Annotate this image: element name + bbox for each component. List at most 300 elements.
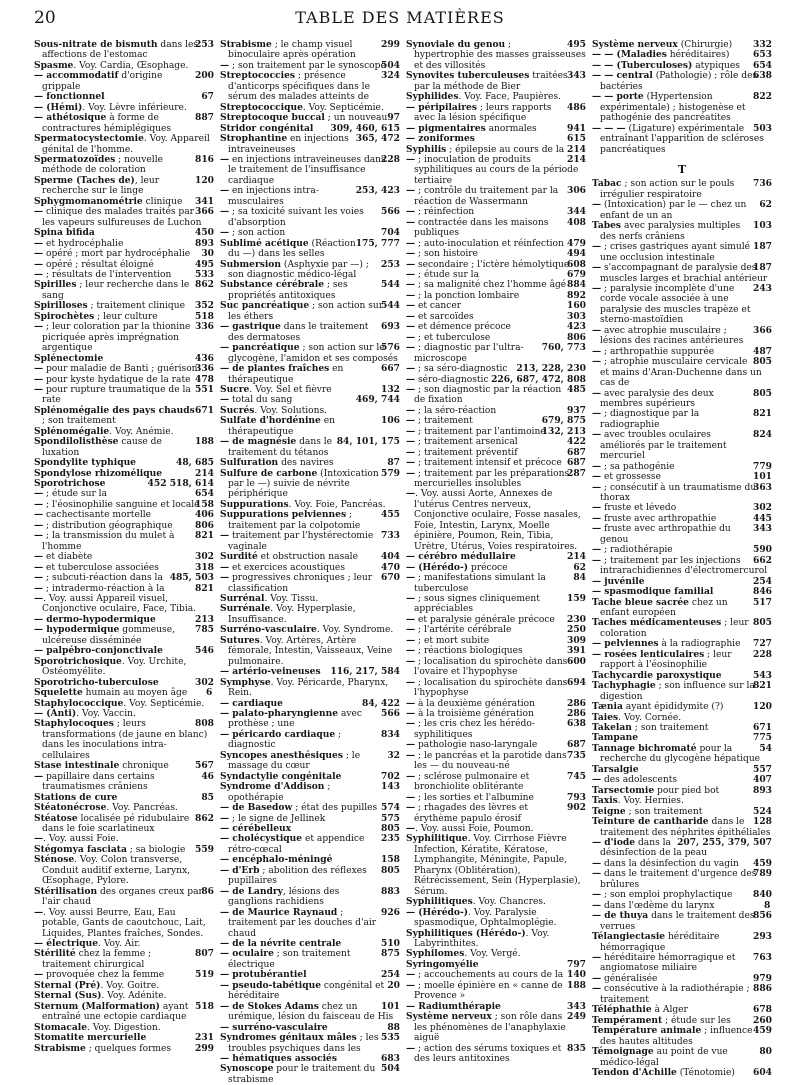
entry-heading: Strabisme: [220, 39, 272, 50]
index-entry: [592, 598, 772, 619]
entry-heading: Suppurations: [220, 498, 289, 510]
entry-text: (Réaction du —) dans les selles: [228, 238, 356, 260]
entry-text: et paralysie générale précoce: [415, 614, 555, 625]
entry-text: pour maladie de Banti ; guérison: [43, 364, 198, 375]
entry-page-ref: 207, 255, 379, 507: [677, 836, 772, 848]
index-entry: [406, 489, 586, 552]
entry-heading: Sporotricho-tuberculose: [34, 676, 159, 688]
entry-text: séro-diagnostic: [415, 374, 489, 385]
entry-heading: Teigne: [592, 805, 626, 817]
entry-text: ; le champ visuel binoculaire après opération: [228, 40, 356, 61]
index-entry: [406, 657, 586, 678]
entry-heading: Submersion: [220, 258, 281, 270]
entry-heading: Substance cérébrale: [220, 279, 325, 291]
index-entry: [220, 531, 400, 552]
index-entry: [406, 343, 586, 364]
entry-text: ; sa toxicité suivant les voies d'absorption: [228, 207, 364, 228]
entry-heading: —: [34, 530, 44, 542]
entry-page-ref: 213, 228, 230: [516, 363, 586, 375]
entry-page-ref: 821: [195, 582, 214, 594]
entry-heading: Streptocoque buccal: [220, 112, 325, 124]
entry-page-ref: 97: [387, 112, 400, 124]
index-entry: [592, 765, 772, 775]
entry-text: ; présence d'anticorps spécifiques dans le sérum des malades atteints de: [228, 71, 370, 103]
index-entry: [34, 406, 214, 427]
index-entry: [220, 469, 400, 500]
index-entry: [406, 291, 586, 301]
entry-heading: Taches médicamenteuses: [592, 617, 722, 629]
entry-text: . Voy. aussi Beurre, Eau, Eau potable, Gants de caoutchouc, Lait, Liquides, Plantes fraîches, Sondes.: [42, 907, 206, 939]
entry-heading: —: [34, 248, 44, 260]
entry-text: dans le traitement des verrues: [600, 911, 755, 932]
entry-heading: —: [406, 718, 416, 730]
entry-heading: — palato-pharyngienne: [220, 708, 339, 719]
entry-heading: —: [220, 227, 230, 239]
entry-page-ref: 574: [381, 802, 400, 814]
index-entry: [406, 1044, 586, 1065]
entry-page-ref: 807: [195, 948, 214, 960]
index-entry: [592, 284, 772, 326]
index-entry: [220, 301, 400, 322]
entry-heading: —: [406, 300, 416, 312]
entry-heading: Spina bifida: [34, 227, 95, 239]
entry-heading: — (Hémi): [34, 101, 83, 113]
entry-page-ref: 213: [195, 613, 214, 625]
entry-text: provoquée chez la femme: [43, 970, 165, 981]
entry-page-ref: 101: [381, 1000, 400, 1012]
entry-heading: —: [34, 488, 44, 500]
entry-page-ref: 407: [753, 774, 772, 786]
entry-text: avec prothèse ; une: [228, 709, 362, 730]
entry-page-ref: 67: [201, 91, 214, 103]
entry-page-ref: 309, 460, 615: [330, 122, 400, 134]
index-entry: [592, 514, 772, 524]
entry-text: ; moelle épinière en « canne de Provence »: [414, 980, 563, 1002]
index-entry: [34, 855, 214, 886]
entry-text: ; épilepsie au cours de la: [446, 144, 565, 155]
entry-text: ; hypertrophie des masses graisseuses et des villosités: [414, 40, 586, 71]
entry-heading: Surrénal: [220, 593, 265, 605]
index-entry: [34, 375, 214, 385]
entry-heading: Stégomya fasciata: [34, 843, 127, 855]
entry-text: . Voy. aussi Foie, Poumon.: [415, 823, 534, 834]
entry-page-ref: 230: [567, 613, 586, 625]
index-entry: [406, 981, 586, 1002]
entry-page-ref: 250: [567, 624, 586, 636]
index-entry: [406, 469, 586, 490]
entry-heading: Strophantine: [220, 133, 288, 145]
index-entry: [406, 364, 586, 374]
entry-page-ref: 576: [381, 342, 400, 354]
entry-text: . Voy. Face, Paupières.: [458, 92, 561, 103]
entry-text: en thérapeutique: [228, 364, 344, 385]
entry-text: . Voy. Foie, Pancréas.: [288, 499, 386, 510]
entry-page-ref: 822: [753, 91, 772, 103]
entry-page-ref: 518: [195, 1000, 214, 1012]
entry-heading: Splénomégalie: [34, 425, 110, 437]
index-entry: [406, 803, 586, 824]
index-entry: [406, 646, 586, 656]
index-entry: [34, 113, 214, 134]
entry-text: (Hypertension expérimentale) ; histogenèse et pathogénie des pancréatites: [600, 92, 746, 124]
index-entry: [592, 618, 772, 639]
entry-heading: Syphilis: [406, 143, 447, 155]
entry-heading: Stase intestinale: [34, 760, 120, 772]
index-entry: [406, 322, 586, 332]
entry-heading: —: [406, 770, 416, 782]
entry-text: chronique: [119, 761, 169, 772]
entry-page-ref: 450: [195, 227, 214, 239]
entry-text: ; le massage du cœur: [228, 750, 361, 772]
index-entry: [220, 207, 400, 228]
entry-text: cachectisante mortelle: [43, 510, 152, 521]
entry-page-ref: 324: [381, 70, 400, 82]
entry-text: localisée pé ridubulaire dans le foie scarlatineux: [42, 813, 190, 834]
entry-text: ; les cris chez les hérédo-syphilitiques: [414, 719, 535, 740]
entry-text: . Voy. Septicémie.: [302, 102, 384, 113]
entry-heading: —: [406, 331, 416, 343]
index-entry: [406, 385, 586, 406]
entry-text: généralisée: [601, 973, 658, 984]
entry-heading: Stomatite mercurielle: [34, 1032, 147, 1044]
entry-heading: —: [592, 262, 602, 274]
entry-text: (Ligature) expérimentale entraînant l'apparition de scléroses pancréatiques: [600, 123, 764, 155]
entry-heading: Tarsectomie: [592, 784, 655, 796]
entry-page-ref: 366: [753, 324, 772, 336]
entry-page-ref: 470: [381, 561, 400, 573]
entry-heading: — pseudo-tabétique: [220, 979, 321, 991]
index-entry: [406, 437, 586, 447]
index-entry: [592, 472, 772, 482]
entry-heading: Stérilisation: [34, 885, 98, 897]
entry-text: dans la désinfection du vagin: [601, 858, 739, 869]
entry-page-ref: 654: [195, 488, 214, 500]
index-entry: [34, 500, 214, 510]
index-entry: [592, 179, 772, 200]
entry-text: ; diagnostic par l'ultra-microscope: [414, 343, 524, 364]
entry-page-ref: 862: [195, 812, 214, 824]
entry-page-ref: 579: [381, 467, 400, 479]
entry-text: total du sang: [229, 395, 293, 406]
entry-heading: —: [406, 739, 416, 751]
entry-text: ; réactions biologiques: [415, 646, 523, 657]
entry-page-ref: 638: [753, 70, 772, 82]
entry-heading: Spasme: [34, 59, 74, 71]
entry-heading: Télangiectasie: [592, 931, 666, 943]
entry-text: ; quelques formes: [85, 1043, 172, 1054]
entry-text: pathologie naso-laryngale: [415, 740, 538, 751]
entry-heading: — péricardo cardiaque: [220, 728, 336, 740]
entry-page-ref: 893: [195, 237, 214, 249]
index-entry: [592, 389, 772, 410]
entry-text: traitées par la méthode de Bier: [414, 71, 568, 92]
entry-heading: —: [592, 899, 602, 911]
entry-page-ref: 793: [567, 791, 586, 803]
entry-page-ref: 459: [753, 1025, 772, 1037]
entry-heading: —: [34, 258, 44, 270]
entry-page-ref: 559: [195, 843, 214, 855]
entry-page-ref: 404: [381, 551, 400, 563]
entry-heading: —: [592, 972, 602, 984]
index-entry: [220, 887, 400, 908]
index-entry: [34, 197, 214, 207]
entry-text: ; étude sur les: [662, 1015, 731, 1026]
entry-page-ref: 941: [567, 122, 586, 134]
entry-heading: — électrique: [34, 937, 99, 949]
entry-text: . Voy. Digestion.: [87, 1022, 161, 1033]
entry-text: ; atrophie musculaire cervicale et mains d'Aran-Duchenne dans un cas de: [600, 357, 762, 389]
entry-text: progressives chroniques ; leur classification: [228, 573, 373, 594]
entry-heading: — de magnésie: [220, 436, 297, 448]
entry-page-ref: 479: [567, 237, 586, 249]
index-entry: [406, 699, 586, 709]
entry-text: ; influence des hautes altitudes: [600, 1026, 753, 1047]
entry-text: consécutive à la radiothérapie ; traitement: [600, 984, 750, 1005]
entry-page-ref: 763: [753, 951, 772, 963]
index-entry: [34, 1044, 214, 1054]
entry-text: ; leur coloration: [600, 618, 749, 639]
index-entry: [34, 176, 214, 197]
page-number: 20: [34, 8, 56, 28]
index-entry: [34, 887, 214, 908]
entry-page-ref: 84, 101, 175: [336, 436, 400, 448]
entry-text: . Voy. Goitre.: [100, 980, 160, 991]
entry-text: dans les affections de l'estomac: [42, 40, 199, 61]
entry-text: chez un urémique, lésion du faisceau de His: [228, 1001, 394, 1023]
entry-heading: — de plantes fraîches: [220, 363, 330, 375]
entry-text: ; traitement par la colpotomie: [228, 510, 361, 531]
index-columns: [34, 39, 772, 1085]
index-entry: [592, 974, 772, 984]
entry-page-ref: 32: [387, 749, 400, 761]
entry-page-ref: 671: [195, 404, 214, 416]
entry-text: ; arthropathie suppurée: [601, 346, 715, 357]
index-entry: [34, 814, 214, 835]
index-entry: [406, 751, 586, 772]
index-entry: [220, 678, 400, 699]
entry-heading: —: [406, 624, 416, 636]
entry-heading: — protubérantiel: [220, 969, 307, 981]
entry-heading: —: [592, 502, 602, 514]
entry-text: ; ses propriétés antitoxiques: [228, 280, 348, 301]
entry-text: ; traitement préventif: [415, 447, 518, 458]
index-entry: [34, 155, 214, 176]
entry-page-ref: 309: [567, 634, 586, 646]
entry-text: ; sa pathogénie: [601, 461, 675, 472]
entry-text: des organes creux par l'air chaud: [42, 886, 203, 908]
entry-heading: Spermatocystectomie: [34, 133, 144, 145]
entry-heading: Sulfate d'hordénine: [220, 415, 321, 427]
entry-page-ref: 422: [567, 436, 586, 448]
entry-page-ref: 344: [567, 206, 586, 218]
index-entry: [406, 929, 586, 950]
entry-text: (Ténotomie): [676, 1067, 735, 1078]
entry-text: et sarcoïdes: [415, 311, 474, 322]
entry-heading: Spondylose rhizomélique: [34, 467, 162, 479]
index-entry: [220, 40, 400, 61]
entry-page-ref: 159: [567, 593, 586, 605]
entry-heading: —: [406, 342, 416, 354]
entry-text: ; son histoire: [415, 249, 479, 260]
index-entry: [592, 503, 772, 513]
entry-page-ref: 487: [753, 345, 772, 357]
entry-heading: Spirilloses: [34, 300, 88, 312]
index-entry: [220, 510, 400, 531]
entry-text: . Voy. Cardia, Œsophage.: [73, 60, 189, 71]
entry-text: ; contrôle du traitement par la réaction de Wassermann: [414, 186, 559, 207]
entry-page-ref: 485, 503: [169, 572, 214, 584]
entry-page-ref: 228: [381, 153, 400, 165]
entry-text: s'accompagnant de paralysie des muscles larges et brachial antérieur: [600, 263, 768, 284]
index-entry: [220, 709, 400, 730]
entry-heading: —: [406, 279, 416, 291]
entry-heading: — encéphalo-méningé: [220, 854, 333, 866]
entry-page-ref: 214: [195, 467, 214, 479]
entry-text: ; nouvelle méthode de coloration: [42, 154, 163, 176]
index-entry: [592, 200, 772, 221]
entry-text: ; sa biologie: [126, 844, 186, 855]
entry-text: dans le traitement du tétanos: [228, 437, 333, 458]
entry-text: , leur recherche sur le linge: [42, 175, 160, 197]
entry-page-ref: 391: [567, 645, 586, 657]
entry-page-ref: 567: [195, 760, 214, 772]
entry-heading: —: [406, 206, 416, 218]
entry-text: ; sa séro-diagnostic: [415, 364, 508, 375]
entry-text: . Voy. Lèvre inférieure.: [82, 102, 187, 113]
entry-text: ; accouchements au cours de la: [415, 970, 564, 981]
entry-heading: Sulfure de carbone: [220, 467, 318, 479]
entry-page-ref: 495: [195, 258, 214, 270]
index-entry: [220, 364, 400, 385]
entry-page-ref: 46: [201, 770, 214, 782]
entry-text: ; l'artérite cérébrale: [415, 625, 512, 636]
entry-page-ref: 608: [567, 258, 586, 270]
entry-page-ref: 306: [567, 185, 586, 197]
entry-page-ref: 318: [195, 561, 214, 573]
entry-text: ; sa malignité chez l'homme âgé: [415, 280, 567, 291]
entry-text: . Voy. Hernies.: [617, 796, 684, 807]
entry-heading: —: [406, 446, 416, 458]
index-entry: [34, 364, 214, 374]
entry-heading: — pancréatique: [220, 342, 300, 354]
index-entry: [592, 650, 772, 671]
index-entry: [34, 908, 214, 939]
entry-text: congénital et héréditaire: [228, 980, 385, 1002]
entry-heading: —: [220, 394, 230, 406]
entry-heading: Tachyphagie: [592, 680, 656, 692]
entry-heading: — d'Erb: [220, 864, 260, 876]
entry-text: opéré ; résultat éloigné: [43, 259, 154, 270]
entry-page-ref: 524: [753, 805, 772, 817]
entry-heading: —: [34, 383, 44, 395]
page-title: TABLE DES MATIÈRES: [295, 8, 505, 27]
entry-heading: —: [406, 153, 416, 165]
entry-text: . Voy. Hyperplasie, Insuffisance.: [228, 604, 356, 625]
entry-page-ref: 445: [753, 512, 772, 524]
entry-heading: — rosées lenticulaires: [592, 648, 705, 660]
entry-text: ; son traitement: [631, 723, 709, 733]
entry-heading: —: [406, 467, 416, 479]
entry-heading: Surdité: [220, 551, 258, 563]
entry-page-ref: 116, 217, 584: [330, 666, 400, 678]
index-entry: [34, 594, 214, 615]
entry-heading: —: [592, 460, 602, 472]
entry-text: et diabète: [43, 552, 93, 563]
entry-heading: Syphilides: [406, 91, 459, 103]
entry-page-ref: 704: [381, 227, 400, 239]
entry-heading: — artério-veineuses: [220, 666, 321, 678]
entry-text: ; auto-inoculation et réinfection: [415, 238, 564, 249]
entry-text: pour kyste hydatique de la rate: [43, 374, 191, 385]
entry-heading: — pelviennes: [592, 638, 659, 650]
index-entry: [220, 343, 400, 364]
entry-page-ref: 835: [567, 1042, 586, 1054]
index-entry: [220, 782, 400, 803]
index-entry: [592, 326, 772, 347]
entry-heading: Sternal (Sus): [34, 990, 102, 1002]
entry-heading: Teinture de cantharide: [592, 816, 709, 828]
entry-page-ref: 862: [195, 279, 214, 291]
index-entry: [34, 249, 214, 259]
entry-text: héréditaires): [666, 50, 730, 61]
entry-text: ; son traitement électrique: [228, 949, 351, 970]
entry-page-ref: 455: [381, 509, 400, 521]
entry-heading: Syphilitiques (Hérédo-): [406, 927, 526, 939]
entry-page-ref: 303: [567, 310, 586, 322]
entry-text: (Asphyxie par —) ; son diagnostic médico-légal: [228, 259, 369, 280]
entry-heading: Tabac: [592, 178, 622, 190]
index-entry: [34, 40, 214, 61]
index-entry: [406, 375, 586, 385]
entry-heading: —: [220, 185, 230, 197]
entry-heading: —: [220, 530, 230, 542]
entry-page-ref: 653: [753, 49, 772, 61]
entry-page-ref: 160: [567, 300, 586, 312]
entry-text: des adolescents: [601, 775, 678, 786]
entry-text: ; subcuti-réaction dans la: [43, 573, 163, 584]
entry-page-ref: 816: [195, 153, 214, 165]
entry-heading: —: [592, 774, 602, 786]
index-entry: [34, 761, 214, 771]
entry-heading: —: [220, 572, 230, 584]
index-entry: [34, 437, 214, 458]
entry-text: fruste avec arthropathie: [601, 513, 717, 524]
index-entry: [220, 1033, 400, 1054]
entry-heading: Syphilitiques: [406, 896, 473, 908]
entry-text: à la troisième génération: [415, 709, 534, 719]
entry-text: ; leur culture: [94, 311, 158, 322]
entry-heading: —: [406, 593, 416, 605]
entry-text: au point de vue médico-légal: [600, 1047, 728, 1068]
entry-text: dans l'œdème du larynx: [601, 900, 715, 911]
index-entry: [220, 260, 400, 281]
index-entry: [406, 260, 586, 270]
entry-heading: — — (Maladies: [592, 49, 667, 61]
entry-text: ; abolition des réflexes pupillaires: [228, 865, 367, 887]
index-entry: [592, 242, 772, 263]
entry-page-ref: 687: [567, 739, 586, 751]
entry-text: ; le signe de Jellinek: [229, 813, 326, 824]
entry-page-ref: 510: [381, 937, 400, 949]
entry-heading: —: [592, 544, 602, 556]
index-entry: [220, 908, 400, 939]
entry-heading: —: [406, 363, 416, 375]
entry-text: . Voy. Septicémie.: [123, 698, 205, 709]
entry-heading: Téléphathie: [592, 1004, 652, 1016]
entry-page-ref: 228: [753, 648, 772, 660]
entry-page-ref: 187: [753, 262, 772, 274]
entry-page-ref: 253: [195, 39, 214, 50]
